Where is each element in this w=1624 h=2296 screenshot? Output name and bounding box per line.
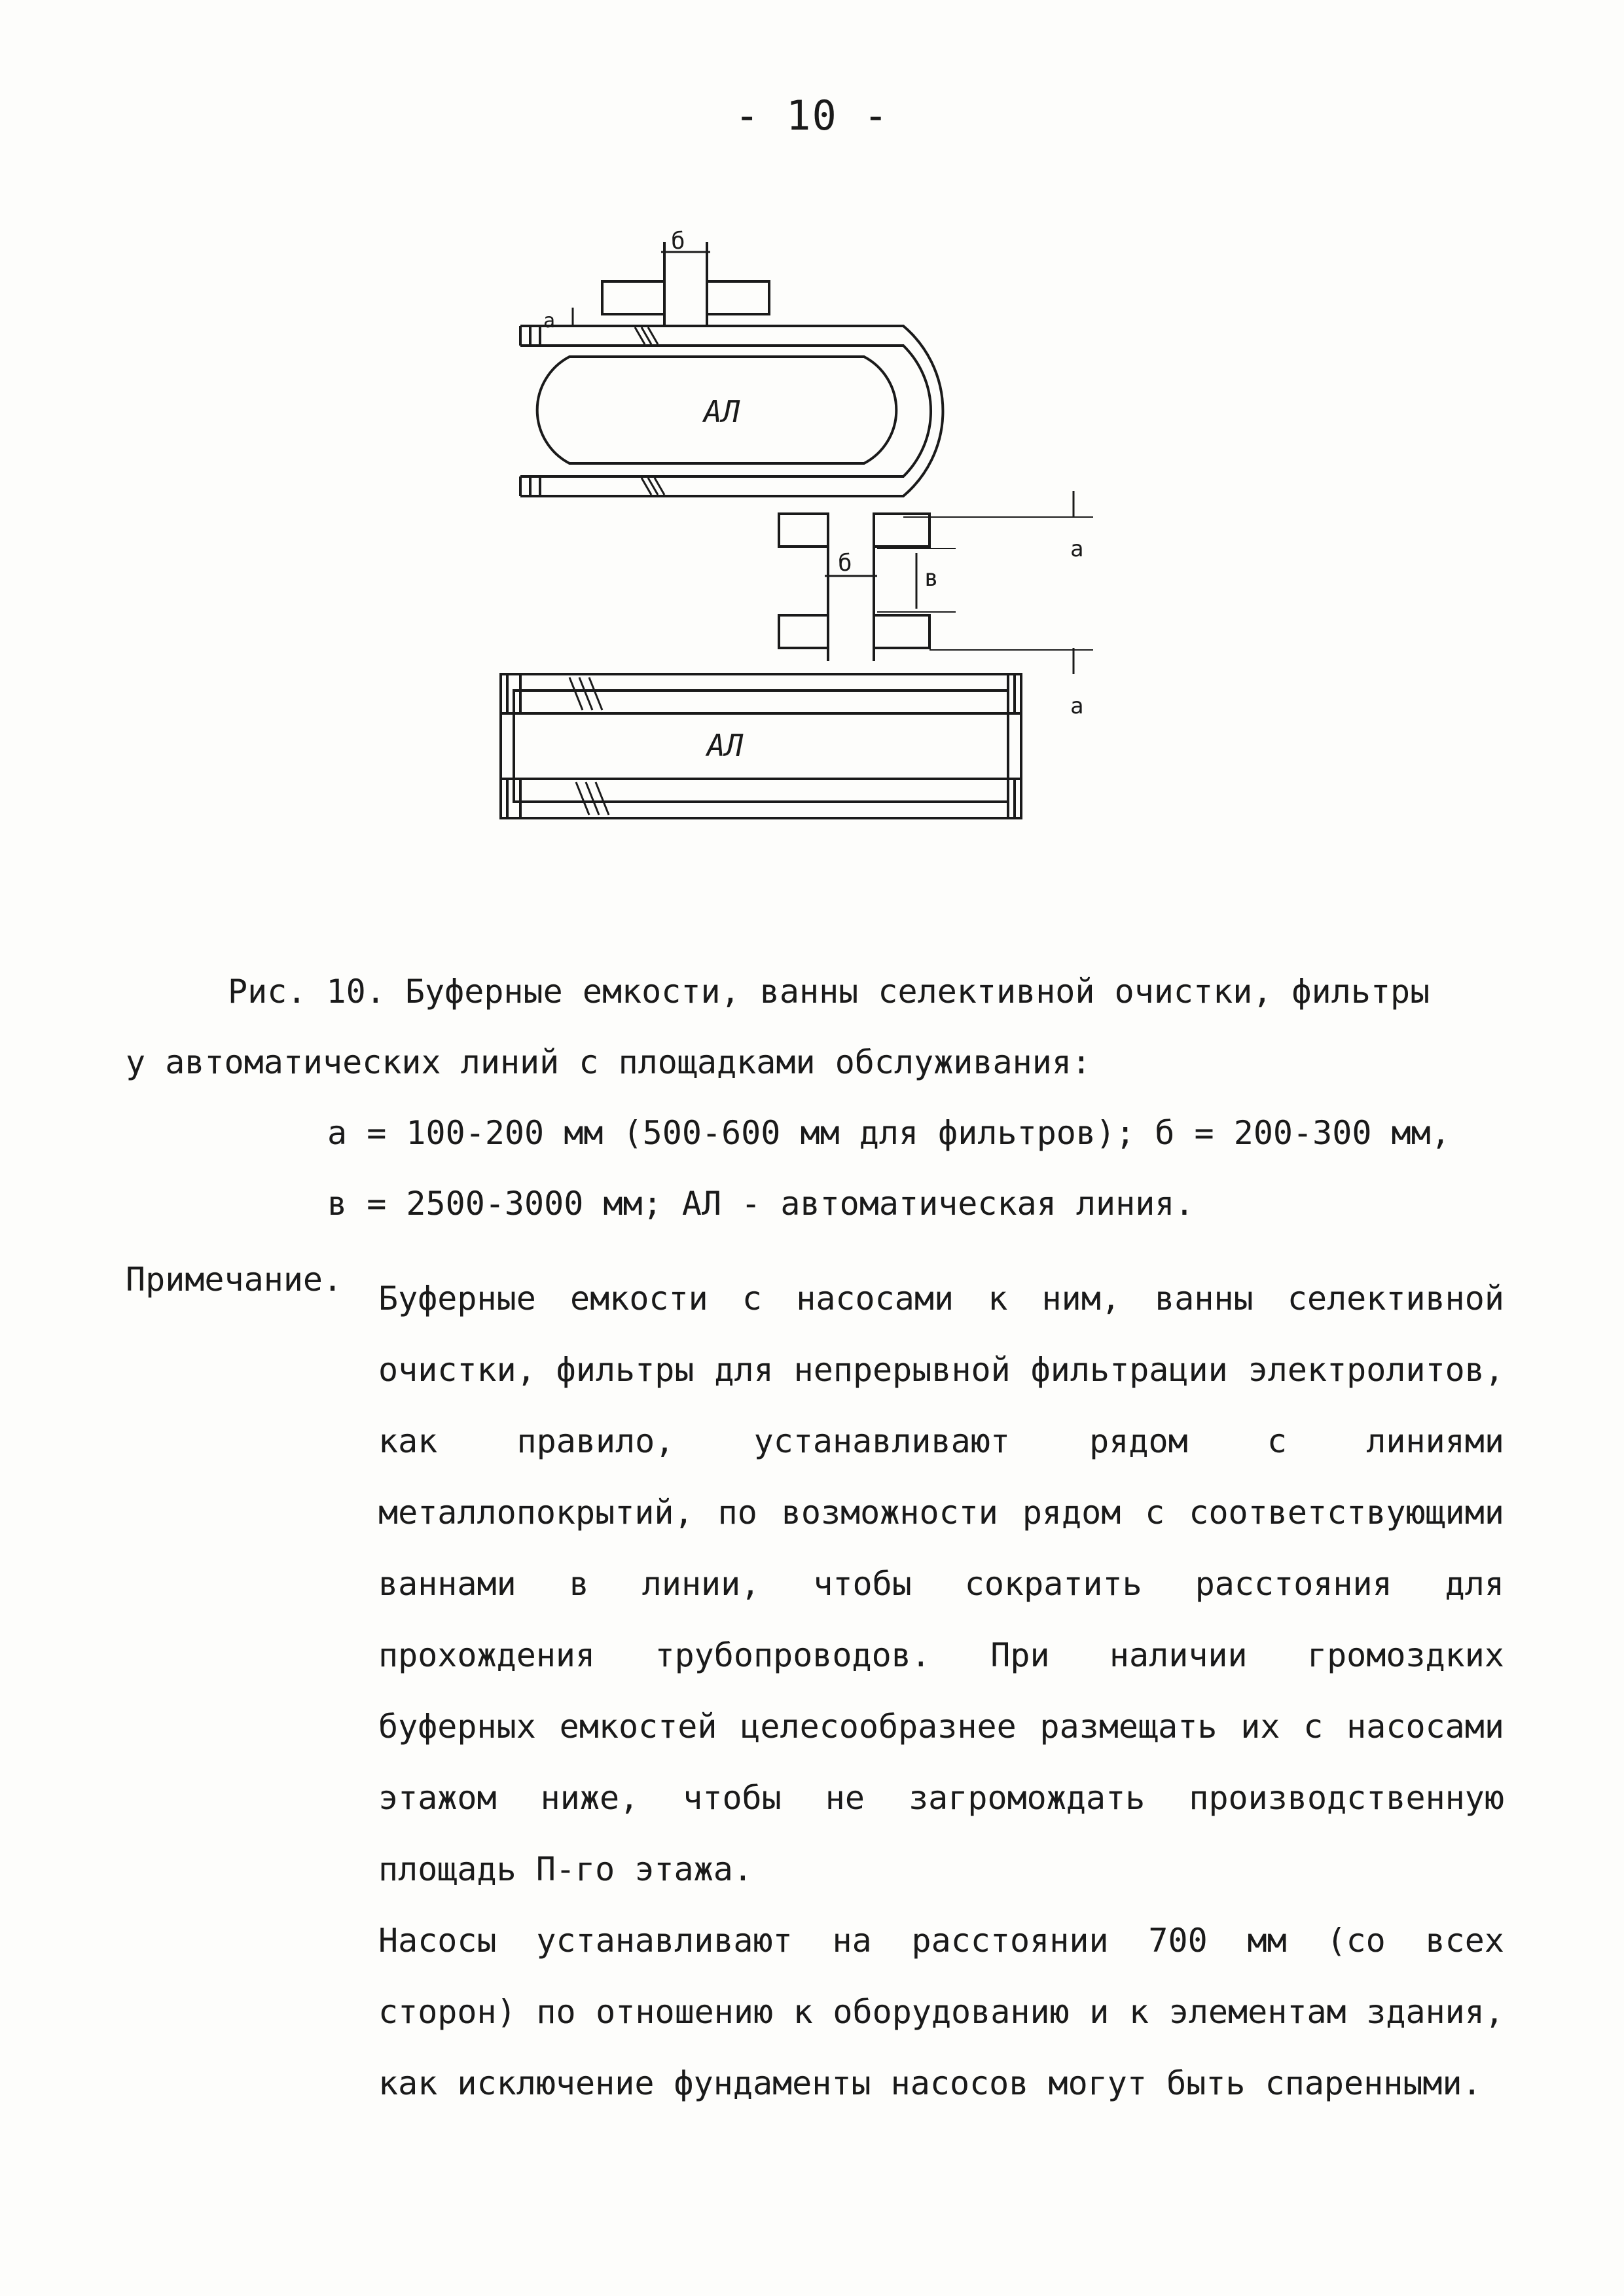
note-label: Примечание. (126, 1261, 343, 1299)
layout-diagram (445, 216, 1100, 831)
right-dim-a1-label: а (1070, 536, 1084, 562)
caption-line-4: в = 2500-3000 мм; АЛ - автоматическая линия. (327, 1185, 1195, 1223)
top-dim-label: б (671, 228, 685, 255)
caption-line-1: Рис. 10. Буферные емкости, ванны селективной очистки, фильтры (228, 973, 1430, 1011)
left-dim-label: а (543, 310, 556, 332)
note-body (378, 1263, 1504, 2119)
caption-line-2: у автоматических линий с площадками обслуживания: (126, 1043, 1092, 1081)
layout-figure (445, 216, 1100, 831)
mid-dim-b-label: б (838, 550, 852, 577)
mid-platform-lower-left (779, 615, 828, 648)
right-dim-a2-label: а (1070, 693, 1084, 719)
bottom-band-hatch (569, 677, 609, 815)
page-number: - 10 - (734, 92, 890, 139)
bottom-line-outer (501, 674, 1021, 818)
mid-platform-upper-right (874, 514, 929, 547)
caption-line-3: а = 100-200 мм (500-600 мм для фильтров); б = 200-300 мм, (327, 1114, 1451, 1152)
mid-platform-upper-left (779, 514, 828, 547)
top-platform-right (707, 281, 769, 314)
top-line-label: АЛ (704, 394, 740, 429)
top-platform-left (602, 281, 664, 314)
note-paragraph-1: Буферные емкости с насосами к ним, ванны селективной очистки, фильтры для непрерывной фильтрации электролитов, как правило, устанавливают рядом с линиями металлопокрытий, по возможности рядом с соответствующими ваннами в линии, чтобы сократить расстояния для прохождения трубопроводов. При наличии громоздких буферных емкостей целесообразнее размещать их с насосами этажом ниже, чтобы не загромождать производственную площадь П-го этажа. (378, 1280, 1504, 1888)
mid-platform-lower-right (874, 615, 929, 648)
note-paragraph-2: Насосы устанавливают на расстоянии 700 мм (со всех сторон) по отношению к оборудованию и к элементам здания, как исключение фундаменты насосов могут быть спаренными. (378, 1922, 1504, 2102)
mid-dim-v-label: в (924, 565, 939, 592)
bottom-line-label: АЛ (707, 728, 744, 763)
top-band-hatch (635, 327, 664, 495)
